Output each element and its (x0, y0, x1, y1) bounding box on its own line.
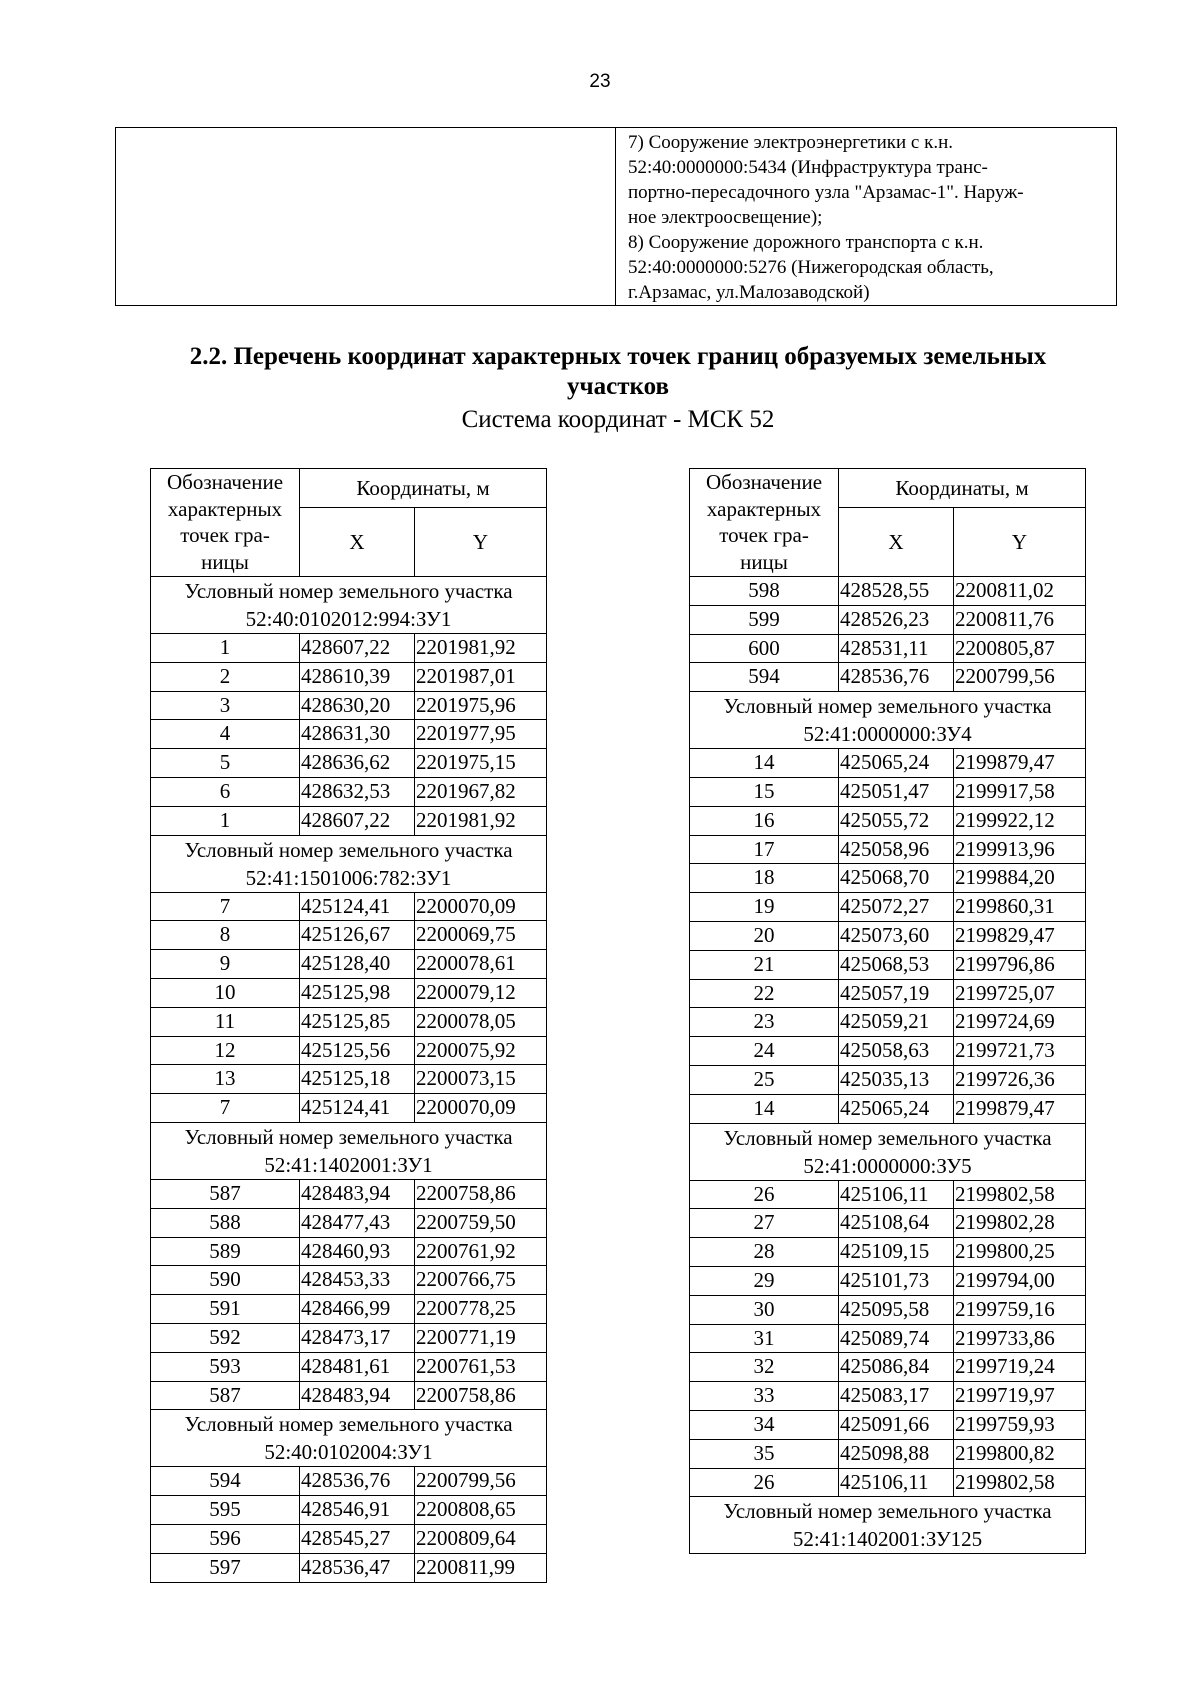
point-number-cell: 26 (690, 1180, 839, 1209)
x-coordinate-cell: 428483,94 (300, 1381, 415, 1410)
point-number-cell: 594 (151, 1467, 300, 1496)
x-coordinate-cell: 428536,47 (300, 1553, 415, 1582)
point-row (151, 1553, 547, 1582)
y-coordinate-cell: 2200811,02 (954, 577, 1086, 606)
y-coordinate-cell: 2199725,07 (954, 979, 1086, 1008)
point-number-cell: 8 (151, 921, 300, 950)
point-row (690, 605, 1086, 634)
point-number-cell: 21 (690, 950, 839, 979)
y-coordinate-cell: 2199802,58 (954, 1180, 1086, 1209)
x-coordinate-cell: 425124,41 (300, 1094, 415, 1123)
point-number-cell: 598 (690, 577, 839, 606)
parcel-number-cell (690, 1497, 1086, 1554)
x-coordinate-cell: 425073,60 (839, 921, 954, 950)
x-coordinate-cell: 428546,91 (300, 1496, 415, 1525)
point-number-cell: 593 (151, 1352, 300, 1381)
x-coordinate-cell: 425128,40 (300, 950, 415, 979)
y-coordinate-cell: 2200075,92 (415, 1036, 547, 1065)
point-row (690, 1410, 1086, 1439)
point-row (690, 1209, 1086, 1238)
y-coordinate-cell: 2200766,75 (415, 1266, 547, 1295)
x-coordinate-cell: 425051,47 (839, 777, 954, 806)
y-coordinate-cell: 2200758,86 (415, 1179, 547, 1208)
y-coordinate-cell: 2199800,82 (954, 1439, 1086, 1468)
parcel-number: 52:40:0102004:ЗУ1 (264, 1440, 433, 1465)
y-coordinate-cell: 2200809,64 (415, 1524, 547, 1553)
point-row (690, 835, 1086, 864)
x-coordinate-cell: 428526,23 (839, 605, 954, 634)
point-number-cell: 6 (151, 777, 300, 806)
x-coordinate-cell: 428528,55 (839, 577, 954, 606)
point-row (151, 921, 547, 950)
point-row (690, 634, 1086, 663)
point-number-cell: 12 (151, 1036, 300, 1065)
point-number-cell: 14 (690, 1094, 839, 1123)
point-row (690, 921, 1086, 950)
point-row (690, 1295, 1086, 1324)
x-coordinate-cell: 428632,53 (300, 777, 415, 806)
point-row (690, 577, 1086, 606)
y-coordinate-cell: 2199829,47 (954, 921, 1086, 950)
x-coordinate-cell: 428630,20 (300, 691, 415, 720)
x-coordinate-cell: 425055,72 (839, 806, 954, 835)
x-coordinate-cell: 428536,76 (839, 663, 954, 692)
point-number-cell: 587 (151, 1179, 300, 1208)
point-row (690, 806, 1086, 835)
y-coordinate-cell: 2199860,31 (954, 893, 1086, 922)
section-heading (0, 342, 1200, 402)
point-row (151, 634, 547, 663)
x-coordinate-cell: 428460,93 (300, 1237, 415, 1266)
x-coordinate-cell: 425101,73 (839, 1266, 954, 1295)
x-coordinate-cell: 425086,84 (839, 1353, 954, 1382)
y-coordinate-cell: 2199794,00 (954, 1266, 1086, 1295)
x-coordinate-cell: 425068,53 (839, 950, 954, 979)
parcel-label: Условный номер земельного участка (723, 1125, 1052, 1150)
x-coordinate-cell: 428636,62 (300, 749, 415, 778)
x-coordinate-cell: 425125,18 (300, 1065, 415, 1094)
point-number-cell: 24 (690, 1037, 839, 1066)
parcel-number-cell (151, 835, 547, 892)
point-row (151, 978, 547, 1007)
point-row (151, 1295, 547, 1324)
x-header: X (839, 508, 954, 577)
section-heading-line: участков (567, 373, 669, 400)
point-number-cell: 591 (151, 1295, 300, 1324)
designation-header-line: Обозначение (166, 470, 284, 494)
parcel-label: Условный номер земельного участка (184, 1412, 513, 1437)
point-number-cell: 22 (690, 979, 839, 1008)
parcel-group-row (151, 1410, 547, 1467)
y-coordinate-cell: 2199721,73 (954, 1037, 1086, 1066)
x-coordinate-cell: 428477,43 (300, 1208, 415, 1237)
y-coordinate-cell: 2199724,69 (954, 1008, 1086, 1037)
point-row (151, 806, 547, 835)
y-coordinate-cell: 2200761,53 (415, 1352, 547, 1381)
x-coordinate-cell: 428607,22 (300, 806, 415, 835)
y-coordinate-cell: 2201981,92 (415, 806, 547, 835)
parcel-group-row (690, 1497, 1086, 1554)
designation-header-line: Обозначение (705, 470, 823, 494)
coords-header: Координаты, м (300, 469, 547, 508)
parcel-number-cell (690, 1123, 1086, 1180)
designation-header (151, 469, 300, 577)
point-number-cell: 20 (690, 921, 839, 950)
x-coordinate-cell: 425098,88 (839, 1439, 954, 1468)
x-header: X (300, 508, 415, 577)
parcel-label: Условный номер земельного участка (184, 579, 513, 603)
x-coordinate-cell: 428531,11 (839, 634, 954, 663)
point-number-cell: 30 (690, 1295, 839, 1324)
x-coordinate-cell: 425125,98 (300, 978, 415, 1007)
y-coordinate-cell: 2199726,36 (954, 1065, 1086, 1094)
point-number-cell: 5 (151, 749, 300, 778)
y-coordinate-cell: 2200079,12 (415, 978, 547, 1007)
point-number-cell: 31 (690, 1324, 839, 1353)
point-number-cell: 594 (690, 663, 839, 692)
y-coordinate-cell: 2200078,05 (415, 1007, 547, 1036)
page-number: 23 (589, 71, 611, 92)
y-coordinate-cell: 2201975,15 (415, 749, 547, 778)
point-number-cell: 33 (690, 1382, 839, 1411)
y-coordinate-cell: 2200805,87 (954, 634, 1086, 663)
point-number-cell: 599 (690, 605, 839, 634)
parcel-number-cell (690, 692, 1086, 749)
designation-header-line: характерных (167, 496, 283, 521)
x-coordinate-cell: 428473,17 (300, 1323, 415, 1352)
top-table-text-cell (616, 128, 1117, 306)
point-number-cell: 3 (151, 691, 300, 720)
point-row (690, 1037, 1086, 1066)
section-heading-line: 2.2. Перечень координат характерных точек границ образуемых земельных (189, 343, 1047, 370)
point-number-cell: 27 (690, 1209, 839, 1238)
point-number-cell: 597 (151, 1553, 300, 1582)
x-coordinate-cell: 425065,24 (839, 1094, 954, 1123)
point-row (690, 950, 1086, 979)
point-row (690, 893, 1086, 922)
x-coordinate-cell: 425059,21 (839, 1008, 954, 1037)
parcel-label: Условный номер земельного участка (184, 1124, 513, 1149)
y-coordinate-cell: 2199800,25 (954, 1238, 1086, 1267)
point-number-cell: 2 (151, 662, 300, 691)
x-coordinate-cell: 428610,39 (300, 662, 415, 691)
point-row (690, 1238, 1086, 1267)
point-row (151, 1065, 547, 1094)
y-coordinate-cell: 2201987,01 (415, 662, 547, 691)
y-coordinate-cell: 2200778,25 (415, 1295, 547, 1324)
point-row (151, 1007, 547, 1036)
point-row (690, 1094, 1086, 1123)
x-coordinate-cell: 425058,96 (839, 835, 954, 864)
point-row (690, 749, 1086, 778)
y-coordinate-cell: 2200078,61 (415, 950, 547, 979)
point-row (690, 1008, 1086, 1037)
point-row (151, 1352, 547, 1381)
x-coordinate-cell: 428466,99 (300, 1295, 415, 1324)
y-coordinate-cell: 2199802,28 (954, 1209, 1086, 1238)
parcel-label: Условный номер земельного участка (723, 694, 1052, 719)
parcel-label: Условный номер земельного участка (184, 837, 513, 862)
point-row (151, 691, 547, 720)
x-coordinate-cell: 425126,67 (300, 921, 415, 950)
coordinate-system-label: Система координат - МСК 52 (461, 406, 775, 433)
parcel-number: 52:41:1402001:ЗУ1 (264, 1152, 433, 1177)
point-number-cell: 29 (690, 1266, 839, 1295)
parcel-group-row (151, 1122, 547, 1179)
x-coordinate-cell: 425095,58 (839, 1295, 954, 1324)
point-number-cell: 17 (690, 835, 839, 864)
y-coordinate-cell: 2200811,99 (415, 1553, 547, 1582)
parcel-group-row (690, 1123, 1086, 1180)
y-coordinate-cell: 2200758,86 (415, 1381, 547, 1410)
y-coordinate-cell: 2199879,47 (954, 1094, 1086, 1123)
x-coordinate-cell: 428607,22 (300, 634, 415, 663)
point-number-cell: 11 (151, 1007, 300, 1036)
point-row (690, 1065, 1086, 1094)
point-number-cell: 590 (151, 1266, 300, 1295)
coords-header: Координаты, м (839, 469, 1086, 508)
point-row (151, 1036, 547, 1065)
point-number-cell: 15 (690, 777, 839, 806)
point-number-cell: 7 (151, 1094, 300, 1123)
parcel-group-row (151, 835, 547, 892)
y-coordinate-cell: 2200799,56 (415, 1467, 547, 1496)
y-coordinate-cell: 2199913,96 (954, 835, 1086, 864)
point-row (151, 662, 547, 691)
top-table-line: 52:40:0000000:5434 (Инфраструктура транс- (628, 157, 988, 178)
point-row (151, 777, 547, 806)
parcel-number: 52:41:0000000:ЗУ5 (803, 1153, 972, 1178)
designation-header (690, 469, 839, 577)
point-row (151, 1237, 547, 1266)
parcel-number: 52:41:1501006:782:ЗУ1 (245, 865, 452, 890)
point-number-cell: 596 (151, 1524, 300, 1553)
y-coordinate-cell: 2200073,15 (415, 1065, 547, 1094)
y-coordinate-cell: 2199879,47 (954, 749, 1086, 778)
x-coordinate-cell: 428483,94 (300, 1179, 415, 1208)
x-coordinate-cell: 425089,74 (839, 1324, 954, 1353)
y-coordinate-cell: 2199884,20 (954, 864, 1086, 893)
top-table-line: г.Арзамас, ул.Малозаводской) (628, 282, 870, 303)
y-coordinate-cell: 2200069,75 (415, 921, 547, 950)
y-coordinate-cell: 2199719,97 (954, 1382, 1086, 1411)
top-table-line: 8) Сооружение дорожного транспорта с к.н. (628, 232, 984, 253)
x-coordinate-cell: 425108,64 (839, 1209, 954, 1238)
y-coordinate-cell: 2200761,92 (415, 1237, 547, 1266)
point-number-cell: 589 (151, 1237, 300, 1266)
parcel-number: 52:41:1402001:ЗУ125 (792, 1527, 983, 1552)
x-coordinate-cell: 425109,15 (839, 1238, 954, 1267)
point-row (151, 1496, 547, 1525)
parcel-number: 52:41:0000000:ЗУ4 (803, 722, 972, 747)
parcel-number-cell (151, 1122, 547, 1179)
point-row (690, 864, 1086, 893)
point-row (151, 1467, 547, 1496)
x-coordinate-cell: 425035,13 (839, 1065, 954, 1094)
point-number-cell: 7 (151, 892, 300, 921)
top-table-empty-cell (116, 128, 616, 306)
point-row (690, 1468, 1086, 1497)
point-number-cell: 23 (690, 1008, 839, 1037)
point-number-cell: 34 (690, 1410, 839, 1439)
top-table-line: 7) Сооружение электроэнергетики с к.н. (628, 132, 953, 153)
x-coordinate-cell: 425072,27 (839, 893, 954, 922)
y-coordinate-cell: 2199759,16 (954, 1295, 1086, 1324)
x-coordinate-cell: 425106,11 (839, 1468, 954, 1497)
point-number-cell: 10 (151, 978, 300, 1007)
parcel-group-row (690, 692, 1086, 749)
point-number-cell: 592 (151, 1323, 300, 1352)
designation-header-line: точек гра- (719, 523, 809, 547)
point-row (151, 950, 547, 979)
x-coordinate-cell: 425068,70 (839, 864, 954, 893)
point-number-cell: 595 (151, 1496, 300, 1525)
y-header: Y (415, 508, 547, 577)
y-coordinate-cell: 2200799,56 (954, 663, 1086, 692)
point-number-cell: 1 (151, 806, 300, 835)
point-number-cell: 19 (690, 893, 839, 922)
y-coordinate-cell: 2200808,65 (415, 1496, 547, 1525)
top-table-line: 52:40:0000000:5276 (Нижегородская область, (628, 257, 994, 278)
y-coordinate-cell: 2200070,09 (415, 1094, 547, 1123)
point-row (151, 892, 547, 921)
y-coordinate-cell: 2200759,50 (415, 1208, 547, 1237)
parcel-number: 52:40:0102012:994:ЗУ1 (245, 607, 452, 631)
y-coordinate-cell: 2199733,86 (954, 1324, 1086, 1353)
y-coordinate-cell: 2200771,19 (415, 1323, 547, 1352)
top-table-line: ное электроосвещение); (628, 207, 823, 228)
coordinates-table-right (689, 468, 1086, 1554)
point-number-cell: 18 (690, 864, 839, 893)
point-row (690, 777, 1086, 806)
x-coordinate-cell: 428481,61 (300, 1352, 415, 1381)
point-row (151, 1094, 547, 1123)
x-coordinate-cell: 425065,24 (839, 749, 954, 778)
point-number-cell: 25 (690, 1065, 839, 1094)
x-coordinate-cell: 425083,17 (839, 1382, 954, 1411)
y-coordinate-cell: 2199922,12 (954, 806, 1086, 835)
point-row (690, 1266, 1086, 1295)
y-coordinate-cell: 2201977,95 (415, 720, 547, 749)
point-number-cell: 32 (690, 1353, 839, 1382)
top-continuation-table (115, 127, 1117, 306)
x-coordinate-cell: 428453,33 (300, 1266, 415, 1295)
parcel-group-row (151, 577, 547, 634)
x-coordinate-cell: 425125,85 (300, 1007, 415, 1036)
y-coordinate-cell: 2199917,58 (954, 777, 1086, 806)
point-row (690, 1180, 1086, 1209)
point-number-cell: 587 (151, 1381, 300, 1410)
x-coordinate-cell: 425106,11 (839, 1180, 954, 1209)
y-coordinate-cell: 2201967,82 (415, 777, 547, 806)
designation-header-line: ницы (201, 549, 249, 574)
point-row (690, 1382, 1086, 1411)
point-row (151, 1524, 547, 1553)
point-number-cell: 26 (690, 1468, 839, 1497)
y-header: Y (954, 508, 1086, 577)
y-coordinate-cell: 2200070,09 (415, 892, 547, 921)
point-row (151, 1208, 547, 1237)
point-number-cell: 13 (151, 1065, 300, 1094)
point-row (690, 1324, 1086, 1353)
point-row (151, 1381, 547, 1410)
y-coordinate-cell: 2199759,93 (954, 1410, 1086, 1439)
top-table-line: портно-пересадочного узла "Арзамас-1". Наруж- (628, 182, 1024, 203)
point-number-cell: 588 (151, 1208, 300, 1237)
parcel-label: Условный номер земельного участка (723, 1499, 1052, 1524)
point-number-cell: 35 (690, 1439, 839, 1468)
x-coordinate-cell: 428631,30 (300, 720, 415, 749)
point-row (690, 663, 1086, 692)
x-coordinate-cell: 425125,56 (300, 1036, 415, 1065)
y-coordinate-cell: 2201975,96 (415, 691, 547, 720)
point-row (151, 1323, 547, 1352)
point-row (151, 749, 547, 778)
x-coordinate-cell: 428536,76 (300, 1467, 415, 1496)
parcel-number-cell (151, 1410, 547, 1467)
point-number-cell: 4 (151, 720, 300, 749)
point-number-cell: 9 (151, 950, 300, 979)
point-number-cell: 14 (690, 749, 839, 778)
y-coordinate-cell: 2201981,92 (415, 634, 547, 663)
point-row (690, 1353, 1086, 1382)
designation-header-line: точек гра- (180, 523, 270, 547)
designation-header-line: характерных (706, 496, 822, 521)
point-number-cell: 1 (151, 634, 300, 663)
y-coordinate-cell: 2199796,86 (954, 950, 1086, 979)
point-number-cell: 16 (690, 806, 839, 835)
point-row (151, 1266, 547, 1295)
x-coordinate-cell: 425058,63 (839, 1037, 954, 1066)
point-row (151, 720, 547, 749)
point-number-cell: 28 (690, 1238, 839, 1267)
point-row (151, 1179, 547, 1208)
x-coordinate-cell: 425057,19 (839, 979, 954, 1008)
x-coordinate-cell: 425124,41 (300, 892, 415, 921)
point-row (690, 979, 1086, 1008)
parcel-number-cell (151, 577, 547, 634)
point-row (690, 1439, 1086, 1468)
x-coordinate-cell: 428545,27 (300, 1524, 415, 1553)
point-number-cell: 600 (690, 634, 839, 663)
y-coordinate-cell: 2200811,76 (954, 605, 1086, 634)
y-coordinate-cell: 2199802,58 (954, 1468, 1086, 1497)
designation-header-line: ницы (740, 549, 788, 574)
coordinates-table-left (150, 468, 547, 1583)
y-coordinate-cell: 2199719,24 (954, 1353, 1086, 1382)
x-coordinate-cell: 425091,66 (839, 1410, 954, 1439)
